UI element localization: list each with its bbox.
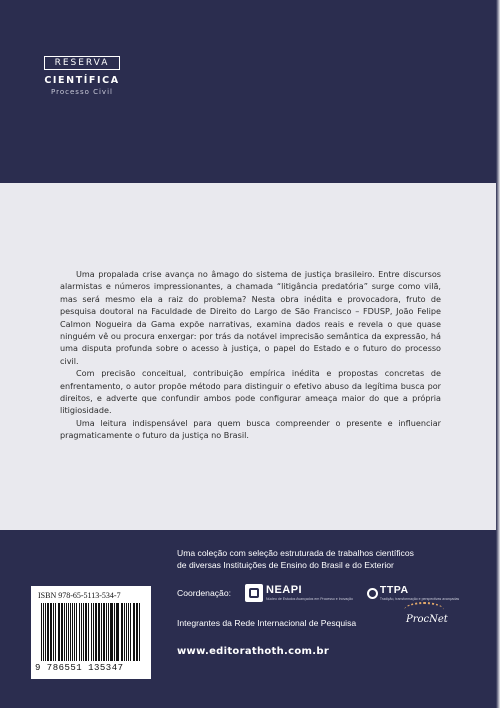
neapi-name: NEAPI [266,583,303,596]
ttpa-name: TTPA [379,584,409,596]
coordination-row [177,584,459,602]
brand-reserva: RESERVA [44,56,120,70]
isbn-barcode [31,586,151,679]
ttpa-logo-icon [367,588,378,599]
collection-line-2: de diversas Instituições de Ensino do Brasil e do Exterior [177,559,394,570]
synopsis-paragraph-2: Com precisão conceitual, contribuição empírica inédita e propostas concretas de enfrentamento, o autor propõe método para distinguir o efetivo abuso da legítima busca por direitos, e adverte que confundir ambos pode configurar ameaça maior do que a própria litigiosidade. [60,368,441,416]
collection-line-1: Uma coleção com seleção estruturada de trabalhos científicos [177,548,414,558]
ttpa-logo [367,585,459,601]
barcode-icon [41,603,141,661]
neapi-logo [245,584,353,602]
isbn-label: ISBN 978-65-5113-534-7 [38,591,121,600]
procnet-name: ProcNet [406,614,448,625]
collection-brand [44,56,120,96]
synopsis-band [0,183,496,530]
procnet-logo [400,602,455,632]
synopsis-paragraph-3: Uma leitura indispensável para quem busca compreender o presente e influenciar pragmaticamente o futuro da justiça no Brasil. [60,417,441,441]
coordination-label: Coordenação: [177,588,231,598]
publisher-website: www.editorathoth.com.br [177,646,330,657]
network-label: Integrantes da Rede Internacional de Pesquisa [177,618,357,628]
barcode-digits: 9 786551 135347 [35,663,124,673]
synopsis-paragraph-1: Uma propalada crise avança no âmago do sistema de justiça brasileiro. Entre discursos alarmistas e números impressionantes, a chamada “litigância predatória” surge como vilã, mas será mesmo ela a raiz do problema? Nesta obra inédita e provocadora, fruto de pesquisa doutoral na Faculdade de Direito do Largo de São Francisco – FDUSP, João Felipe Calmon Nogueira da Gama expõe narrativas, examina dados reais e revela o que quase ninguém vê ou procura enxergar: por trás da notável imprecisão semântica da expressão, há uma disputa profunda sobre o acesso à justiça, o papel do Estado e o futuro do processo civil. [60,269,441,366]
neapi-small-text: Núcleo de Estudos Avançados em Processo e Inovação [266,596,353,601]
neapi-logo-icon [245,584,263,602]
brand-subtitle: Processo Civil [51,88,113,96]
brand-cientifica: CIENTÍFICA [44,75,120,86]
ttpa-small-text: Tradição, transformação e perspectivas avançadas [379,596,460,601]
synopsis-text [60,268,441,442]
collection-description [177,548,477,571]
